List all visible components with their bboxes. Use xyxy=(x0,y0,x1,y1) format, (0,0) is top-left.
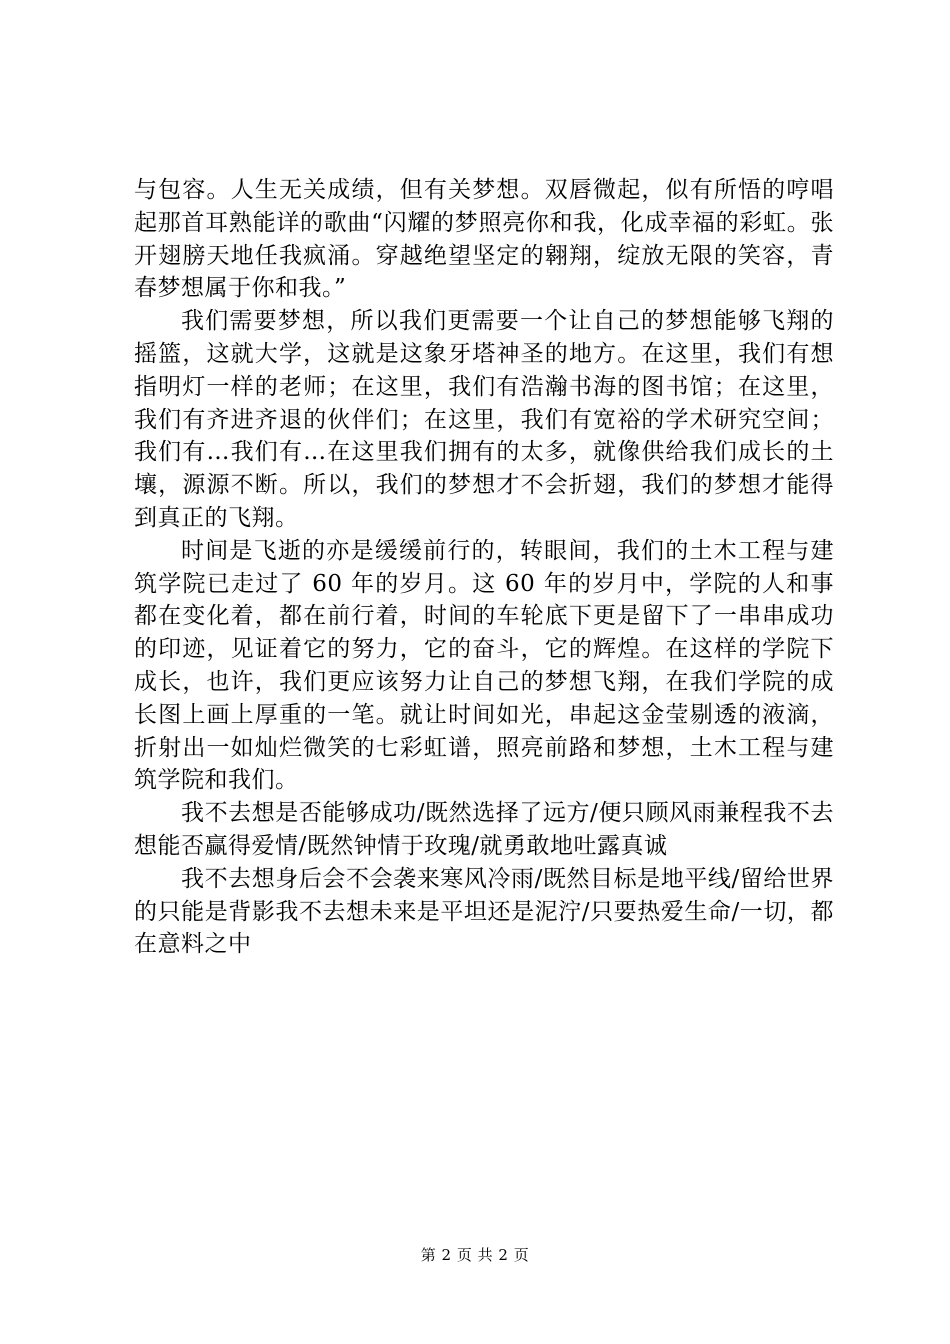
page-number-footer: 第 2 页 共 2 页 xyxy=(420,1246,530,1264)
paragraph-university-dreams: 我们需要梦想，所以我们更需要一个让自己的梦想能够飞翔的摇篮，这就大学，这就是这象牙塔神圣的地方。在这里，我们有想指明灯一样的老师；在这里，我们有浩瀚书海的图书馆；在这里，我们有齐进齐退的伙伴们；在这里，我们有宽裕的学术研究空间；我们有…我们有…在这里我们拥有的太多，就像供给我们成长的土壤，源源不断。所以，我们的梦想才不会折翅，我们的梦想才能得到真正的飞翔。 xyxy=(134,308,834,531)
paragraph-continuation: 与包容。人生无关成绩，但有关梦想。双唇微起，似有所悟的哼唱起那首耳熟能详的歌曲“闪耀的梦照亮你和我，化成幸福的彩虹。张开翅膀天地任我疯涌。穿越绝望坚定的翱翔，绽放无限的笑容，青春梦想属于你和我。” xyxy=(134,177,834,302)
document-body xyxy=(134,174,834,961)
paragraph-college-history: 时间是飞逝的亦是缓缓前行的，转眼间，我们的土木工程与建筑学院已走过了 60 年的岁月。这 60 年的岁月中，学院的人和事都在变化着，都在前行着，时间的车轮底下更是留下了一串串成功的印迹，见证着它的努力，它的奋斗，它的辉煌。在这样的学院下成长，也许，我们更应该努力让自己的梦想飞翔，在我们学院的成长图上画上厚重的一笔。就让时间如光，串起这金莹剔透的液滴，折射出一如灿烂微笑的七彩虹谱，照亮前路和梦想，土木工程与建筑学院和我们。 xyxy=(134,537,834,794)
poem-stanza-1: 我不去想是否能够成功/既然选择了远方/便只顾风雨兼程我不去想能否赢得爱情/既然钟情于玫瑰/就勇敢地吐露真诚 xyxy=(134,800,834,859)
poem-stanza-2: 我不去想身后会不会袭来寒风冷雨/既然目标是地平线/留给世界的只能是背影我不去想未来是平坦还是泥泞/只要热爱生命/一切，都在意料之中 xyxy=(134,865,834,958)
